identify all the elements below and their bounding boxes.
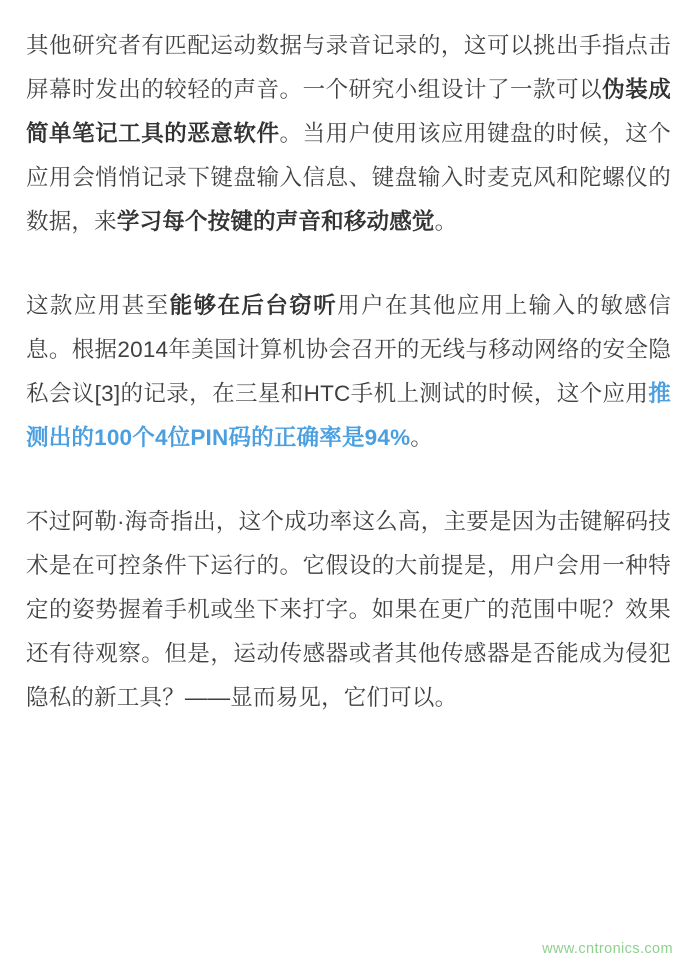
text-run: 用户在其他应用上输入的敏感信息。根据2014年美国计算机协会召开的无线与移动网络的安全隐私会议[3]的记录，在三星和HTC手机上测试的时候，这个应用 — [26, 293, 671, 406]
text-run: 这款应用甚至 — [26, 293, 170, 318]
text-run-bold: 能够在后台窃听 — [169, 293, 338, 318]
text-run-bold: 学习每个按键的声音和移动感觉 — [116, 209, 435, 234]
text-run-highlight: 推测出的100个4位PIN码的正确率是94% — [26, 381, 671, 450]
text-run: 。当用户使用该应用键盘的时候，这个应用会悄悄记录下键盘输入信息、键盘输入时麦克风和陀螺仪的数据，来 — [26, 121, 671, 234]
text-run-bold: 伪装成简单笔记工具的恶意软件 — [26, 77, 671, 146]
text-run: 。 — [410, 425, 433, 450]
paragraph-2 — [26, 284, 671, 460]
paragraph-3 — [26, 500, 671, 720]
text-run: 其他研究者有匹配运动数据与录音记录的，这可以挑出手指点击屏幕时发出的较轻的声音。一个研究小组设计了一款可以 — [26, 33, 671, 102]
text-run: 不过阿勒·海奇指出，这个成功率这么高，主要是因为击键解码技术是在可控条件下运行的。它假设的大前提是，用户会用一种特定的姿势握着手机或坐下来打字。如果在更广的范围中呢？效果还有待观察。但是，运动传感器或者其他传感器是否能成为侵犯隐私的新工具？——显而易见，它们可以。 — [26, 509, 671, 710]
paragraph-1 — [26, 24, 671, 244]
text-run: 。 — [434, 209, 458, 234]
site-watermark: www.cntronics.com — [542, 941, 673, 957]
